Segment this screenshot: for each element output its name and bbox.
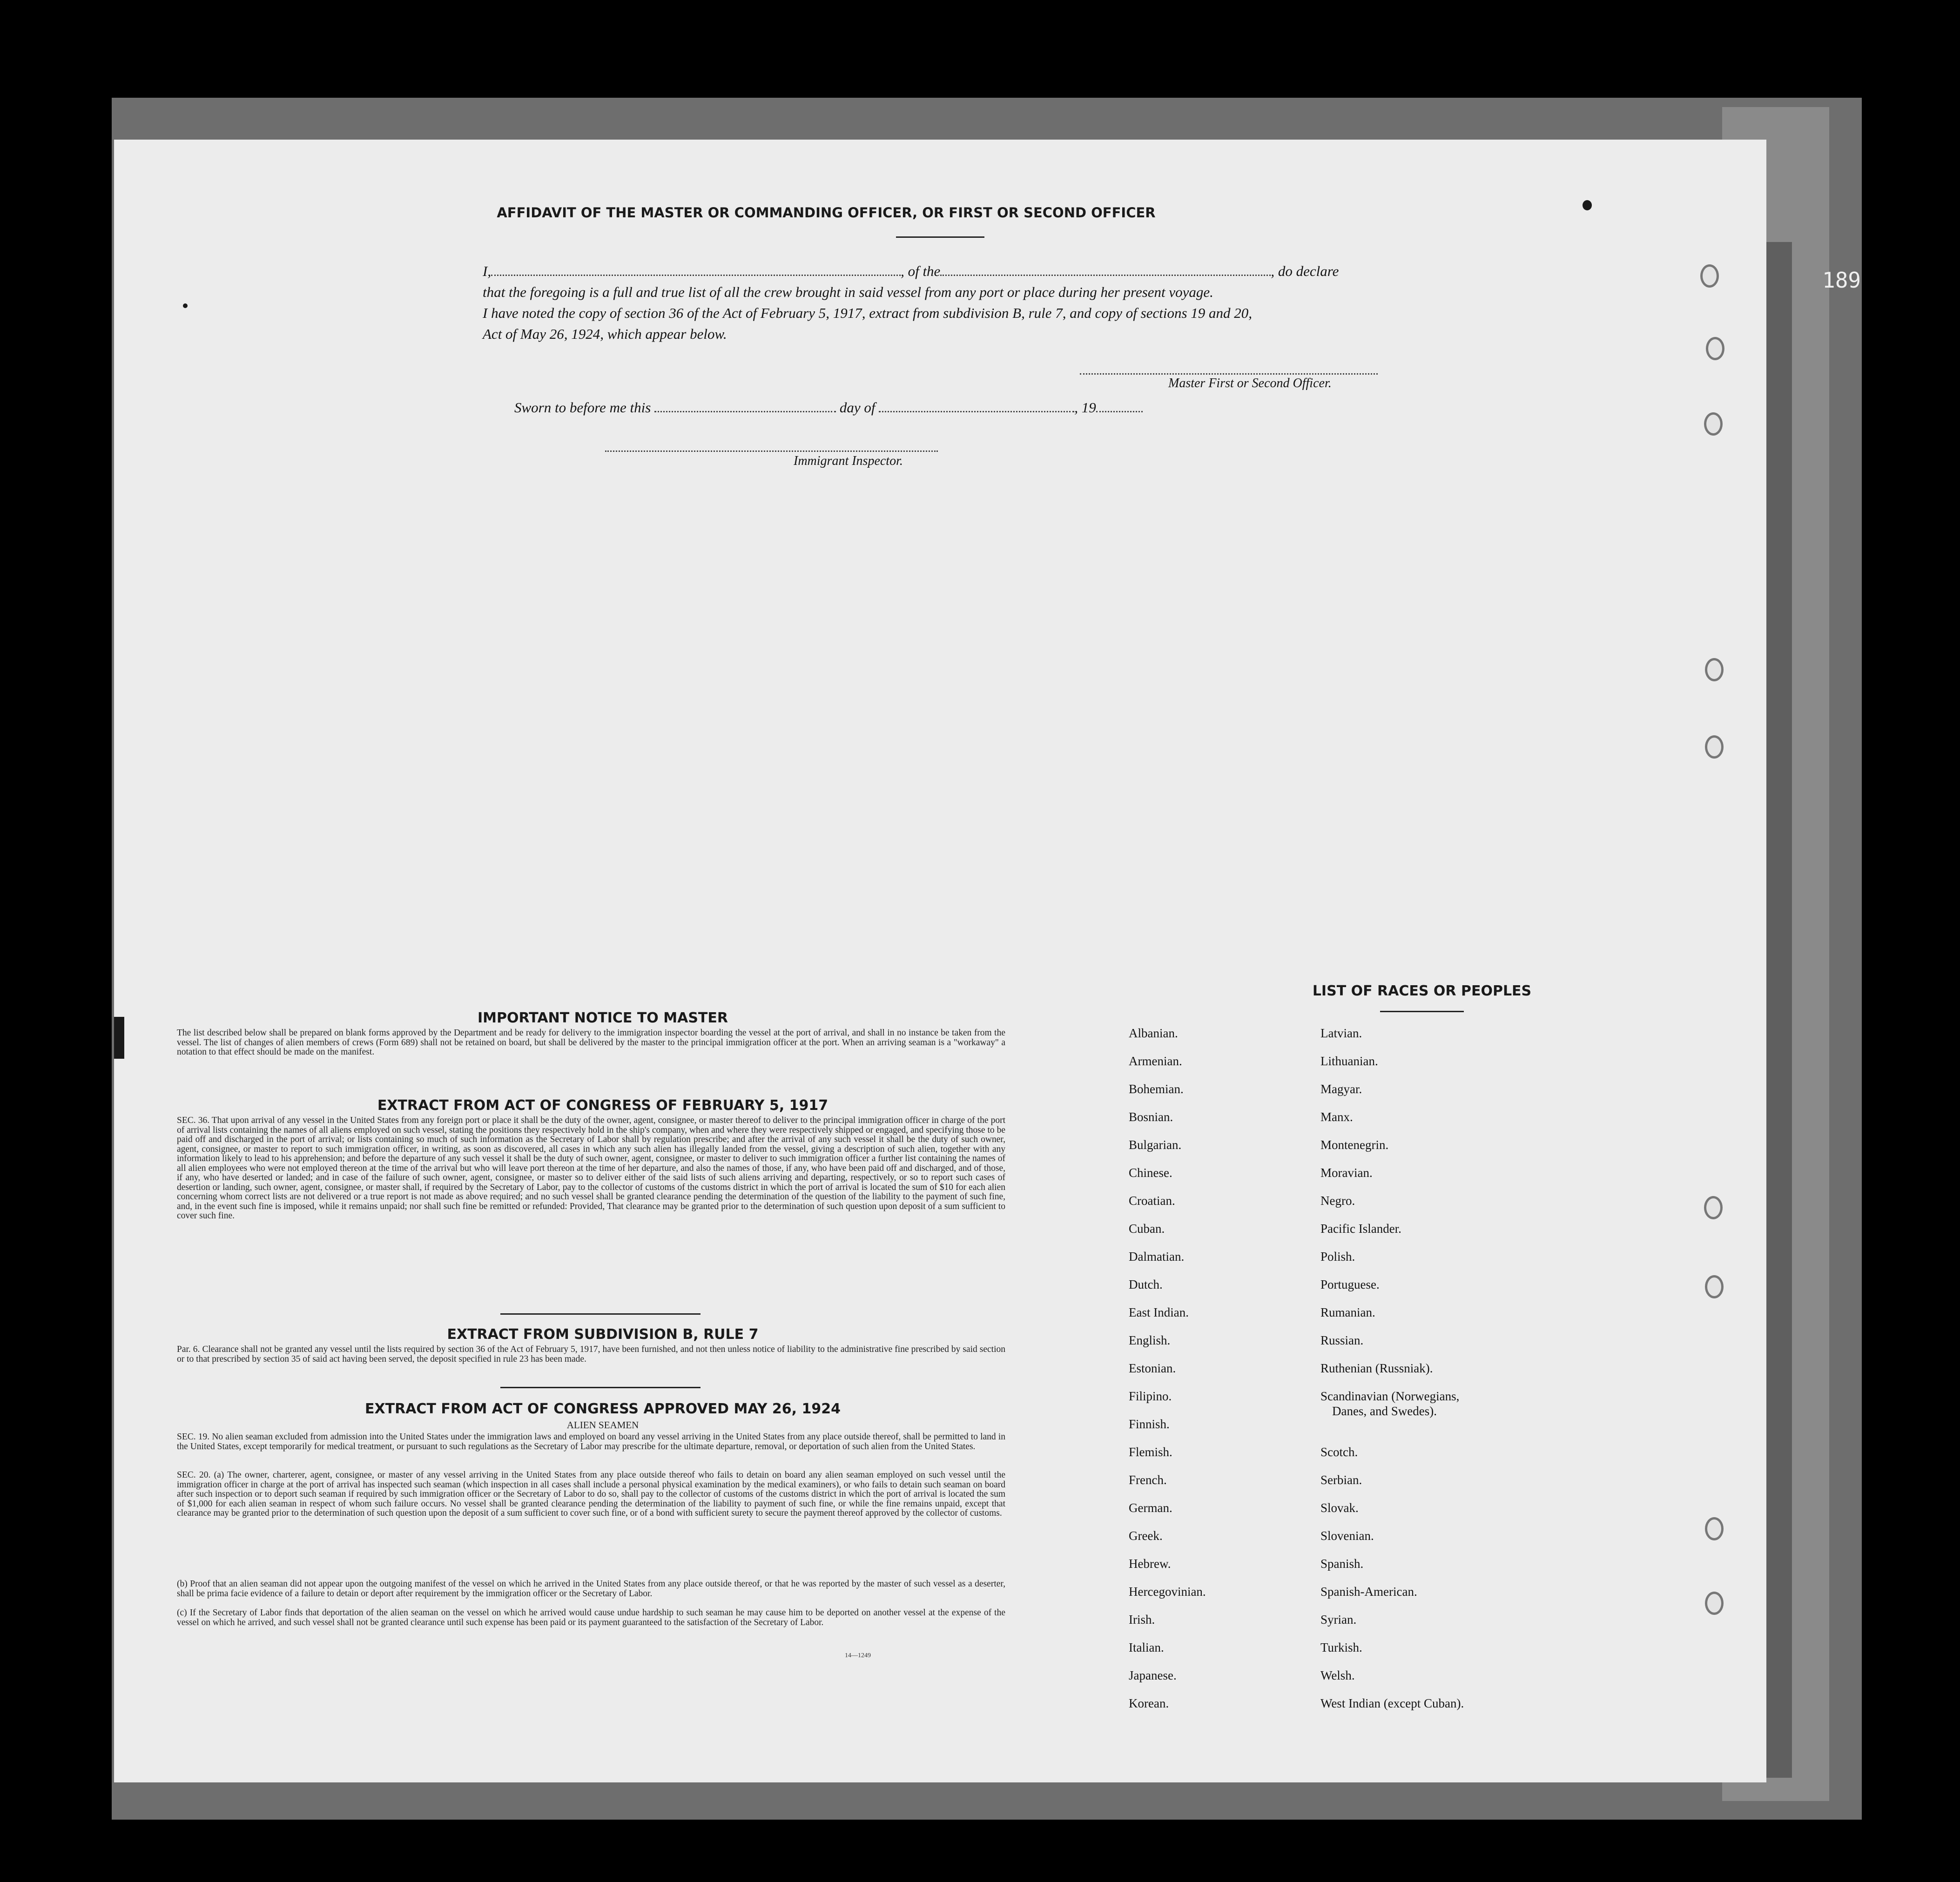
- race-item: Flemish.: [1129, 1445, 1172, 1459]
- binder-hole: [1705, 1275, 1724, 1298]
- race-item: Cuban.: [1129, 1222, 1165, 1236]
- race-item: Moravian.: [1320, 1166, 1373, 1180]
- extract-1924-sec20c: (c) If the Secretary of Labor finds that deportation of the alien seaman on the vessel on which he arrived would cause undue hardship to such seaman he may cause him to be deported on another vessel at the expense of the vessel on which he arrived, and such vessel shall not be granted clearance until such expense has been paid or its payment guaranteed to the satisfaction of the Secretary of Labor.: [177, 1608, 1005, 1627]
- extract-1924-heading: EXTRACT FROM ACT OF CONGRESS APPROVED MAY 26, 1924: [365, 1401, 841, 1417]
- race-item: Portuguese.: [1320, 1277, 1380, 1291]
- race-item: Hebrew.: [1129, 1557, 1171, 1571]
- vessel-blank: [940, 263, 1271, 276]
- binder-hole: [1705, 1517, 1724, 1540]
- races-list: [1129, 1019, 1548, 1708]
- race-item: Dutch.: [1129, 1277, 1163, 1291]
- sworn-day-blank: [654, 400, 836, 412]
- form-number: 14—1249: [845, 1652, 871, 1659]
- race-item: Negro.: [1320, 1194, 1355, 1208]
- race-item: Polish.: [1320, 1250, 1355, 1264]
- race-item: Ruthenian (Russniak).: [1320, 1361, 1433, 1375]
- extract-1917-text: SEC. 36. That upon arrival of any vessel in the United States from any foreign port or place it shall be the duty of the owner, agent, consignee, or master thereof to deliver to the principal immigration officer in charge of the port of arrival lists containing the names of all aliens employed on such vessel, stating the positions they respectively hold in the ship's company, when and where they were respectively shipped or engaged, and specifying those to be paid off and discharged in the port of arrival; or lists containing so much of such information as the Secretary of Labor shall by regulation prescribe; and after the arrival of any such vessel it shall be the duty of such owner, agent, consignee, or master to report to such immigration officer, in writing, as soon as discovered, all cases in which any such alien has illegally landed from the vessel, giving a description of such alien, together with any information likely to lead to his apprehension; and before the departure of any such vessel it shall be the duty of such owner, agent, consignee, or master to deliver to such immigration officer a further list containing the names of all alien employees who were not employed thereon at the time of the arrival but who will leave port thereon at the time of her departure, and also the names of those, if any, who have been paid off and discharged, and of those, if any, who have deserted or landed; and in case of the failure of such owner, agent, consignee, or master so to deliver either of the said lists of such aliens arriving and departing, respectively, or so to report such cases of desertion or landing, such owner, agent, consignee, or master shall, if required by the Secretary of Labor, pay to the collector of customs of the customs district in which the port of arrival is located the sum of $10 for each alien concerning whom correct lists are not delivered or a true report is not made as above required; and no such vessel shall be granted clearance pending the determination of the question of the liability to the payment of such fine, and, in the event such fine is imposed, while it remains unpaid; nor shall such fine be remitted or refunded: Provided, That clearance may be granted prior to the determination of such question upon deposit of a sum sufficient to cover such fine.: [177, 1116, 1005, 1221]
- affidavit-heading: AFFIDAVIT OF THE MASTER OR COMMANDING OFFICER, OR FIRST OR SECOND OFFICER: [497, 205, 1156, 221]
- extract-1924-sec20a: SEC. 20. (a) The owner, charterer, agent, consignee, or master of any vessel arriving in the United States from any place outside thereof who fails to detain on board any alien seaman employed on such vessel until the immigration officer in charge at the port of arrival has inspected such seaman (which inspection in all cases shall include a personal physical examination by the medical examiners), or who fails to detain such seaman on board after such inspection or to deport such seaman if required by such immigration officer or the Secretary of Labor to do so, shall pay to the collector of customs of the customs district in which the port of arrival is located the sum of $1,000 for each alien seaman in respect of whom such failure occurs. No vessel shall be granted clearance pending the determination of the liability to payment of such fine, or while the fine remains unpaid, except that clearance may be granted prior to the determination of such question upon the deposit of a sum sufficient to cover such fine, or of a bond with sufficient surety to secure the payment thereof approved by the collector of customs.: [177, 1470, 1005, 1518]
- race-item: Slovenian.: [1320, 1529, 1374, 1543]
- race-item: Hercegovinian.: [1129, 1585, 1206, 1599]
- race-item: Latvian.: [1320, 1026, 1362, 1040]
- race-item: Rumanian.: [1320, 1305, 1375, 1319]
- race-item: Scotch.: [1320, 1445, 1358, 1459]
- extract-1924-sec20b: (b) Proof that an alien seaman did not appear upon the outgoing manifest of the vessel on which he arrived in the United States from any place outside thereof, or that he was reported by the master of such vessel as a deserter, shall be prima facie evidence of a failure to detain or deport after requirement by the immigration officer or the Secretary of Labor.: [177, 1579, 1005, 1599]
- affidavit-line-3: I have noted the copy of section 36 of the Act of February 5, 1917, extract from subdivision B, rule 7, and copy of sections 19 and 20,: [483, 305, 1253, 321]
- sworn-day-of: day of: [839, 399, 876, 416]
- name-blank: [491, 263, 901, 276]
- race-item: Magyar.: [1320, 1082, 1362, 1096]
- sworn-month-blank: [879, 400, 1074, 412]
- race-item: Turkish.: [1320, 1640, 1362, 1654]
- signature-line: [1080, 373, 1378, 375]
- race-item: Bosnian.: [1129, 1110, 1173, 1124]
- affidavit-line-4: Act of May 26, 1924, which appear below.: [483, 326, 727, 342]
- race-item: Croatian.: [1129, 1194, 1175, 1208]
- affidavit-line-1: [483, 263, 1339, 280]
- page-number: 189: [1822, 268, 1861, 293]
- section-rule: [500, 1387, 700, 1388]
- race-item: English.: [1129, 1333, 1171, 1347]
- race-item: German.: [1129, 1501, 1172, 1515]
- race-item: Syrian.: [1320, 1613, 1357, 1627]
- race-item: French.: [1129, 1473, 1167, 1487]
- extract-1917-heading: EXTRACT FROM ACT OF CONGRESS OF FEBRUARY 5, 1917: [377, 1097, 828, 1114]
- race-item: Greek.: [1129, 1529, 1163, 1543]
- race-item: West Indian (except Cuban).: [1320, 1696, 1464, 1710]
- race-item: Welsh.: [1320, 1668, 1355, 1682]
- binder-hole: [1705, 658, 1724, 681]
- page-edge-mark: [114, 1017, 124, 1059]
- race-item: Lithuanian.: [1320, 1054, 1378, 1068]
- inspector-label: Immigrant Inspector.: [794, 454, 903, 468]
- affidavit-of-the: , of the: [901, 263, 941, 279]
- binder-hole: [1706, 337, 1724, 360]
- race-item: Danes, and Swedes).: [1332, 1404, 1437, 1418]
- race-item: Spanish.: [1320, 1557, 1364, 1571]
- race-item: Korean.: [1129, 1696, 1169, 1710]
- binder-hole: [1704, 412, 1723, 436]
- race-item: Estonian.: [1129, 1361, 1176, 1375]
- race-item: Dalmatian.: [1129, 1250, 1185, 1264]
- binder-hole: [1705, 735, 1724, 759]
- sworn-year: , 19: [1074, 399, 1096, 416]
- sworn-prefix: Sworn to before me this: [514, 399, 651, 416]
- binder-hole: [1700, 264, 1719, 288]
- race-item: Slovak.: [1320, 1501, 1359, 1515]
- ink-spot: [1583, 200, 1592, 210]
- inspector-signature-line: [605, 450, 938, 452]
- ink-spot: [183, 303, 188, 308]
- races-heading-rule: [1380, 1011, 1464, 1012]
- signature-label: Master First or Second Officer.: [1168, 376, 1332, 390]
- race-item: Bulgarian.: [1129, 1138, 1182, 1152]
- race-item: Spanish-American.: [1320, 1585, 1417, 1599]
- extract-1924-sec19: SEC. 19. No alien seaman excluded from admission into the United States under the immigration laws and employed on board any vessel arriving in the United States from any place outside thereof, shall be permitted to land in the United States, except temporarily for medical treatment, or pursuant to such regulations as the Secretary of Labor may prescribe for the ultimate departure, removal, or deportation of such alien from the United States.: [177, 1432, 1005, 1452]
- race-item: Finnish.: [1129, 1417, 1170, 1431]
- race-item: Albanian.: [1129, 1026, 1178, 1040]
- section-rule: [500, 1313, 700, 1315]
- race-item: Chinese.: [1129, 1166, 1172, 1180]
- race-item: Armenian.: [1129, 1054, 1182, 1068]
- race-item: Scandinavian (Norwegians,: [1320, 1389, 1460, 1403]
- race-item: Pacific Islander.: [1320, 1222, 1401, 1236]
- affidavit-do-declare: , do declare: [1271, 263, 1339, 279]
- race-item: Bohemian.: [1129, 1082, 1184, 1096]
- notice-heading: IMPORTANT NOTICE TO MASTER: [478, 1010, 728, 1026]
- races-heading: LIST OF RACES OR PEOPLES: [1312, 983, 1532, 999]
- race-item: Japanese.: [1129, 1668, 1177, 1682]
- notice-text: The list described below shall be prepared on blank forms approved by the Department and be ready for delivery to the immigration inspector boarding the vessel at the port of arrival, and shall in no instance be taken from the vessel. The list of changes of alien members of crews (Form 689) shall not be retained on board, but shall be delivered by the master to the principal immigration officer at the port. When an arriving seaman is a "workaway" a notation to that effect should be made on the manifest.: [177, 1028, 1005, 1057]
- binder-hole: [1705, 1592, 1724, 1615]
- race-item: Serbian.: [1320, 1473, 1362, 1487]
- race-item: Italian.: [1129, 1640, 1164, 1654]
- affidavit-i: I,: [483, 263, 492, 279]
- extract-rule7-heading: EXTRACT FROM SUBDIVISION B, RULE 7: [447, 1326, 759, 1343]
- race-item: Montenegrin.: [1320, 1138, 1389, 1152]
- race-item: Filipino.: [1129, 1389, 1172, 1403]
- binder-hole: [1704, 1196, 1723, 1219]
- race-item: East Indian.: [1129, 1305, 1189, 1319]
- extract-rule7-text: Par. 6. Clearance shall not be granted any vessel until the lists required by section 36 of the Act of February 5, 1917, have been furnished, and not then unless notice of liability to the administrative fine prescribed by said section or to that prescribed by section 35 of said act having been served, the deposit specified in rule 23 has been made.: [177, 1344, 1005, 1364]
- affidavit-line-2: that the foregoing is a full and true list of all the crew brought in said vessel from any port or place during her present voyage.: [483, 284, 1213, 300]
- sworn-year-blank: [1096, 400, 1143, 412]
- extract-1924-subheading: ALIEN SEAMEN: [566, 1419, 639, 1431]
- sworn-line: [514, 399, 1143, 416]
- race-item: Russian.: [1320, 1333, 1364, 1347]
- heading-rule: [896, 236, 984, 238]
- race-item: Irish.: [1129, 1613, 1155, 1627]
- race-item: Manx.: [1320, 1110, 1353, 1124]
